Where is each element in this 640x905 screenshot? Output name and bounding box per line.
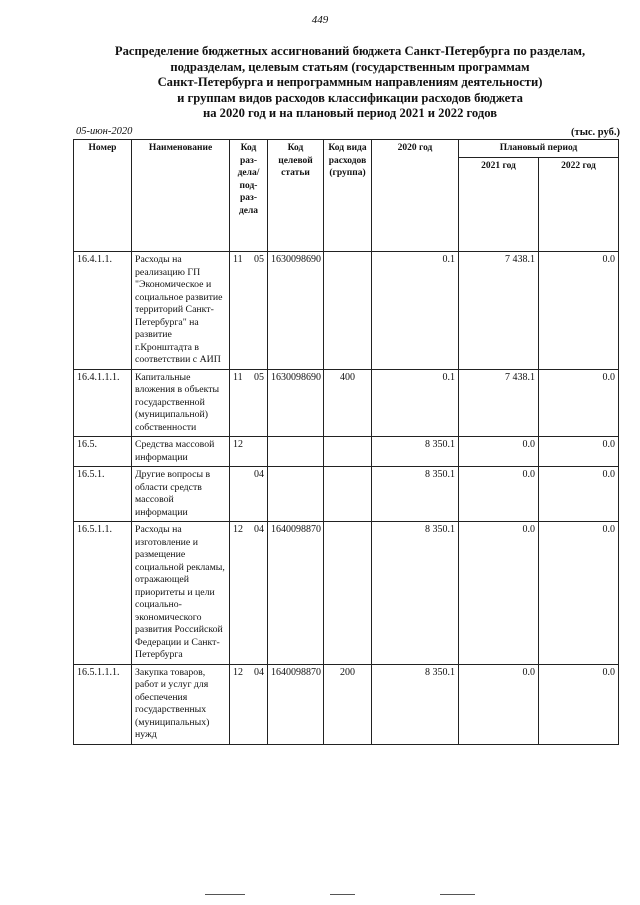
row-name: Расходы на реализацию ГП "Экономическое и социальное развитие территорий Санкт-Петербурга" на развитие г.Кронштадта в соответствии с АИП [132,252,230,370]
title-line-3: Санкт-Петербурга и непрограммным направлениям деятельности) [157,75,543,89]
row-target [268,437,324,467]
row-group [324,252,372,370]
row-group [324,467,372,522]
row-name: Закупка товаров, работ и услуг для обеспечения государственных (муниципальных) нужд [132,664,230,744]
header-group-code: Код вида расходов (группа) [324,140,372,252]
row-section [230,437,268,467]
row-2022: 0.0 [539,467,619,522]
table-row [74,369,619,437]
row-number: 16.5.1.1. [74,522,132,665]
row-podrazdel: 04 [254,666,264,678]
budget-table [73,139,619,745]
header-2020: 2020 год [372,140,459,252]
row-2021: 0.0 [459,467,539,522]
table-row [74,437,619,467]
row-group [324,437,372,467]
table-row [74,467,619,522]
title-line-2: подразделам, целевым статьям (государственным программам [170,59,530,74]
row-2021: 0.0 [459,664,539,744]
row-name: Расходы на изготовление и размещение социальной рекламы, отражающей приоритеты и цели социально-экономического развития Российской Федерации и Санкт-Петербурга [132,522,230,665]
table-row [74,522,619,665]
row-podrazdel: 04 [254,469,264,480]
title-line-1: Распределение бюджетных ассигнований бюджета Санкт-Петербурга по разделам, [114,44,586,58]
row-2022: 0.0 [539,522,619,665]
scan-mark [205,894,245,895]
row-podrazdel: 04 [254,524,264,535]
row-2021: 7 438.1 [459,369,539,437]
row-target: 1640098870 [268,522,324,665]
header-target-code: Код целевой статьи [268,140,324,252]
row-number: 16.5. [74,437,132,467]
row-name: Капитальные вложения в объекты государственной (муниципальной) собственности [132,369,230,437]
row-section [230,467,268,522]
row-2022: 0.0 [539,369,619,437]
header-row [74,140,619,158]
header-name: Наименование [132,140,230,252]
row-number: 16.4.1.1. [74,252,132,370]
header-2021: 2021 год [459,157,539,252]
row-target: 1630098690 [268,252,324,370]
row-section [230,522,268,665]
header-number: Номер [74,140,132,252]
row-target [268,467,324,522]
row-2020: 8 350.1 [372,522,459,665]
row-razdel: 12 [233,666,243,678]
row-2021: 0.0 [459,437,539,467]
row-2022: 0.0 [539,437,619,467]
row-2020: 8 350.1 [372,437,459,467]
row-2020: 0.1 [372,252,459,370]
row-target: 1630098690 [268,369,324,437]
page-number: 449 [311,14,329,26]
row-razdel: 12 [233,439,243,450]
row-group: 200 [324,664,372,744]
row-name: Другие вопросы в области средств массовой информации [132,467,230,522]
header-2022: 2022 год [539,157,619,252]
row-2020: 8 350.1 [372,664,459,744]
row-2021: 0.0 [459,522,539,665]
table-row [74,252,619,370]
row-section [230,369,268,437]
row-section [230,252,268,370]
row-podrazdel: 05 [254,254,264,265]
row-name: Средства массовой информации [132,437,230,467]
row-razdel: 12 [233,524,243,535]
row-2022: 0.0 [539,664,619,744]
title-line-4: и группам видов расходов классификации расходов бюджета [177,90,523,105]
units-label: (тыс. руб.) [571,127,620,138]
row-2021: 7 438.1 [459,252,539,370]
row-razdel: 11 [233,371,243,383]
row-2022: 0.0 [539,252,619,370]
table-row [74,664,619,744]
document-date: 05-июн-2020 [76,126,133,137]
row-number: 16.5.1.1.1. [74,664,132,744]
scan-mark [440,894,475,895]
row-group: 400 [324,369,372,437]
footer-scan-marks [205,890,535,900]
row-number: 16.5.1. [74,467,132,522]
row-razdel: 11 [233,254,243,265]
title-line-5: на 2020 год и на плановый период 2021 и 2022 годов [202,106,498,120]
scan-mark [330,894,355,895]
row-2020: 0.1 [372,369,459,437]
row-section [230,664,268,744]
row-podrazdel: 05 [254,371,264,383]
row-2020: 8 350.1 [372,467,459,522]
document-title [70,44,630,122]
row-number: 16.4.1.1.1. [74,369,132,437]
row-group [324,522,372,665]
row-target: 1640098870 [268,664,324,744]
header-section-code: Код раз-дела/ под-раз-дела [230,140,268,252]
header-plan-period: Плановый период [459,140,619,158]
